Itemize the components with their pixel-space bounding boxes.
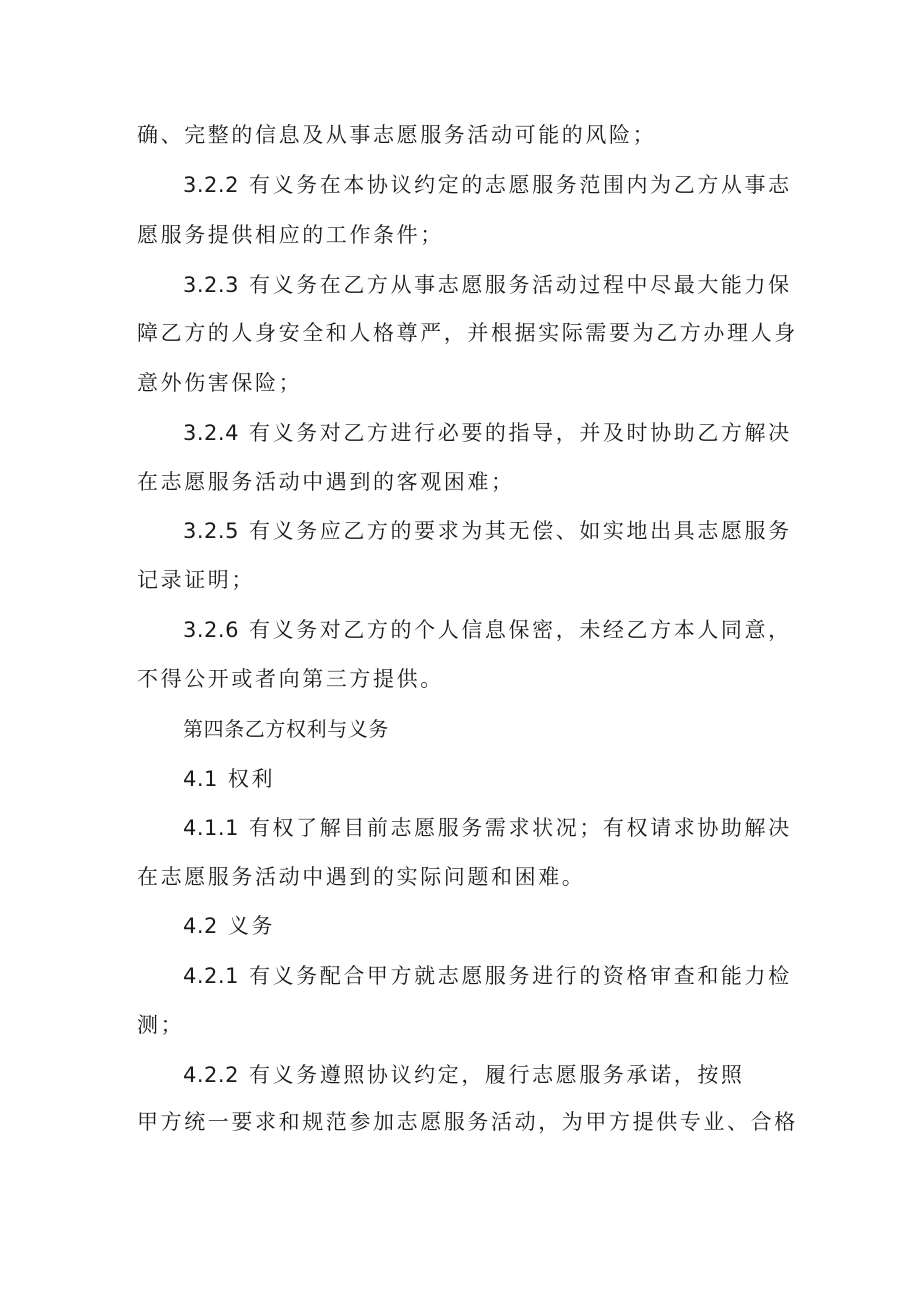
text-line: [137, 120, 797, 150]
text-line: [137, 862, 797, 892]
clause-text: 有义务对乙方的个人信息保密，未经乙方本人同意，: [248, 618, 792, 642]
clause-3-2-2: [183, 170, 843, 200]
line-text: 障乙方的人身安全和人格尊严，并根据实际需要为乙方办理人身: [137, 321, 798, 345]
clause-text: 有义务遵照协议约定，履行志愿服务承诺，按照: [248, 1063, 745, 1087]
clause-number: 4.2.1: [183, 964, 239, 988]
line-text: 记录证明；: [137, 568, 255, 592]
text-line: [137, 1010, 797, 1040]
clause-3-2-4: [183, 418, 843, 448]
heading-text: 第四条乙方权利与义务: [183, 717, 389, 741]
clause-number: 3.2.6: [183, 618, 239, 642]
section-number: 4.2: [183, 914, 218, 938]
clause-text: 有义务在本协议约定的志愿服务范围内为乙方从事志: [248, 173, 792, 197]
section-title: 权利: [227, 767, 276, 791]
text-line: [137, 1107, 797, 1137]
clause-text: 有义务对乙方进行必要的指导，并及时协助乙方解决: [248, 421, 792, 445]
text-line: [137, 220, 797, 250]
clause-3-2-5: [183, 516, 843, 546]
line-text: 确、完整的信息及从事志愿服务活动可能的风险；: [137, 123, 657, 147]
clause-text: 有权了解目前志愿服务需求状况；有权请求协助解决: [248, 816, 792, 840]
clause-4-2-2: [183, 1060, 843, 1090]
line-text: 意外伤害保险；: [137, 371, 303, 395]
clause-text: 有义务应乙方的要求为其无偿、如实地出具志愿服务: [248, 519, 792, 543]
section-title: 义务: [227, 914, 276, 938]
clause-number: 3.2.2: [183, 173, 239, 197]
clause-3-2-6: [183, 615, 843, 645]
section-4-1: [183, 764, 843, 794]
clause-4-1-1: [183, 813, 843, 843]
clause-3-2-3: [183, 270, 843, 300]
text-line: [137, 565, 797, 595]
line-text: 甲方统一要求和规范参加志愿服务活动，为甲方提供专业、合格: [137, 1110, 798, 1134]
text-line: [137, 368, 797, 398]
clause-4-2-1: [183, 961, 843, 991]
text-line: [137, 467, 797, 497]
clause-number: 4.1.1: [183, 816, 239, 840]
line-text: 不得公开或者向第三方提供。: [137, 667, 444, 691]
article-heading: [183, 714, 843, 744]
line-text: 测；: [137, 1013, 185, 1037]
clause-number: 4.2.2: [183, 1063, 239, 1087]
line-text: 在志愿服务活动中遇到的实际问题和困难。: [137, 865, 586, 889]
clause-number: 3.2.5: [183, 519, 239, 543]
text-line: [137, 318, 797, 348]
text-line: [137, 664, 797, 694]
clause-text: 有义务在乙方从事志愿服务活动过程中尽最大能力保: [248, 273, 792, 297]
clause-number: 3.2.3: [183, 273, 239, 297]
line-text: 在志愿服务活动中遇到的客观困难；: [137, 470, 515, 494]
section-number: 4.1: [183, 767, 218, 791]
line-text: 愿服务提供相应的工作条件；: [137, 223, 444, 247]
clause-text: 有义务配合甲方就志愿服务进行的资格审查和能力检: [248, 964, 792, 988]
section-4-2: [183, 911, 843, 941]
clause-number: 3.2.4: [183, 421, 239, 445]
